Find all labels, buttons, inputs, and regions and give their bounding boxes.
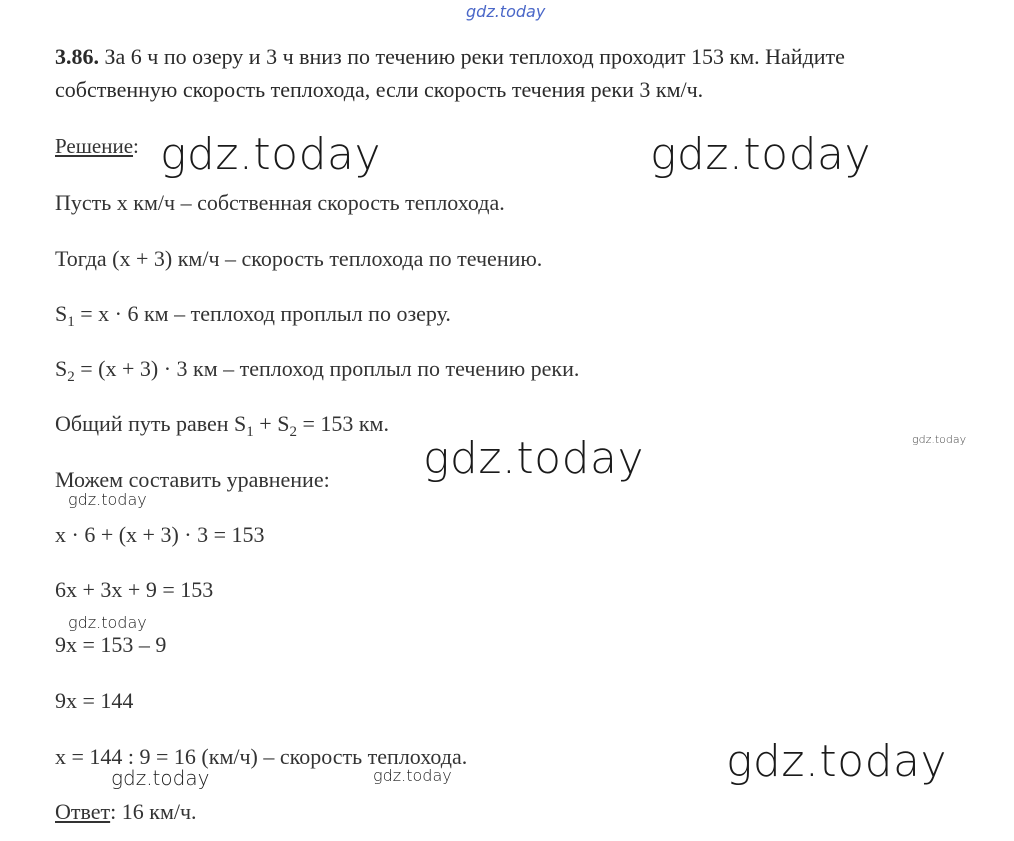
solution-let: Пусть x км/ч – собственная скорость теплохода. [55, 190, 505, 215]
s1-symbol: S [55, 301, 68, 326]
watermark-big-2: gdz.today [650, 129, 872, 180]
watermark-big-4: gdz.today [726, 736, 948, 787]
s2-index: 2 [67, 369, 75, 385]
watermark-small-1: gdz.today [68, 490, 147, 509]
problem-number: 3.86. [55, 44, 99, 69]
problem-line-2: собственную скорость теплохода, если скорость течения реки 3 км/ч. [55, 77, 704, 102]
problem-line-1 [55, 40, 995, 73]
equation-4: 9x = 144 [55, 688, 134, 713]
watermark-big-3: gdz.today [423, 433, 645, 484]
solution-total [55, 413, 389, 440]
s2-rest: = (x + 3) · 3 км – теплоход проплыл по течению реки. [74, 356, 580, 381]
solution-compose: Можем составить уравнение: [55, 467, 330, 492]
equation-3: 9x = 153 – 9 [55, 632, 167, 657]
problem-text-1: За 6 ч по озеру и 3 ч вниз по течению реки теплоход проходит 153 км. Найдите [104, 44, 845, 69]
watermark-small-3: gdz.today [373, 766, 452, 785]
watermark-big-1: gdz.today [160, 129, 382, 180]
s2-symbol: S [55, 356, 68, 381]
equation-2: 6x + 3x + 9 = 153 [55, 577, 214, 602]
total-index-2: 2 [289, 424, 297, 440]
solution-heading [55, 136, 139, 157]
solution-s2 [55, 358, 579, 385]
total-index-1: 1 [246, 424, 254, 440]
watermark-mid-1: gdz.today [111, 766, 210, 790]
watermark-xs: gdz.today [912, 433, 967, 446]
watermark-top: gdz.today [466, 2, 546, 21]
answer-text: : 16 км/ч. [110, 799, 197, 824]
total-part-c: = 153 км. [296, 411, 389, 436]
problem-statement [55, 40, 995, 106]
total-part-b: + S [253, 411, 290, 436]
s1-index: 1 [67, 314, 75, 330]
total-part-a: Общий путь равен S [55, 411, 247, 436]
solution-label-colon: : [133, 134, 139, 158]
s1-rest: = x · 6 км – теплоход проплыл по озеру. [74, 301, 451, 326]
equation-5: x = 144 : 9 = 16 (км/ч) – скорость теплохода. [55, 744, 468, 769]
solution-s1 [55, 303, 451, 330]
answer [55, 801, 197, 823]
watermark-small-2: gdz.today [68, 613, 147, 632]
answer-label: Ответ [55, 799, 111, 824]
equation-1: x · 6 + (x + 3) · 3 = 153 [55, 522, 265, 547]
solution-label: Решение [55, 134, 134, 158]
solution-then: Тогда (x + 3) км/ч – скорость теплохода по течению. [55, 246, 543, 271]
